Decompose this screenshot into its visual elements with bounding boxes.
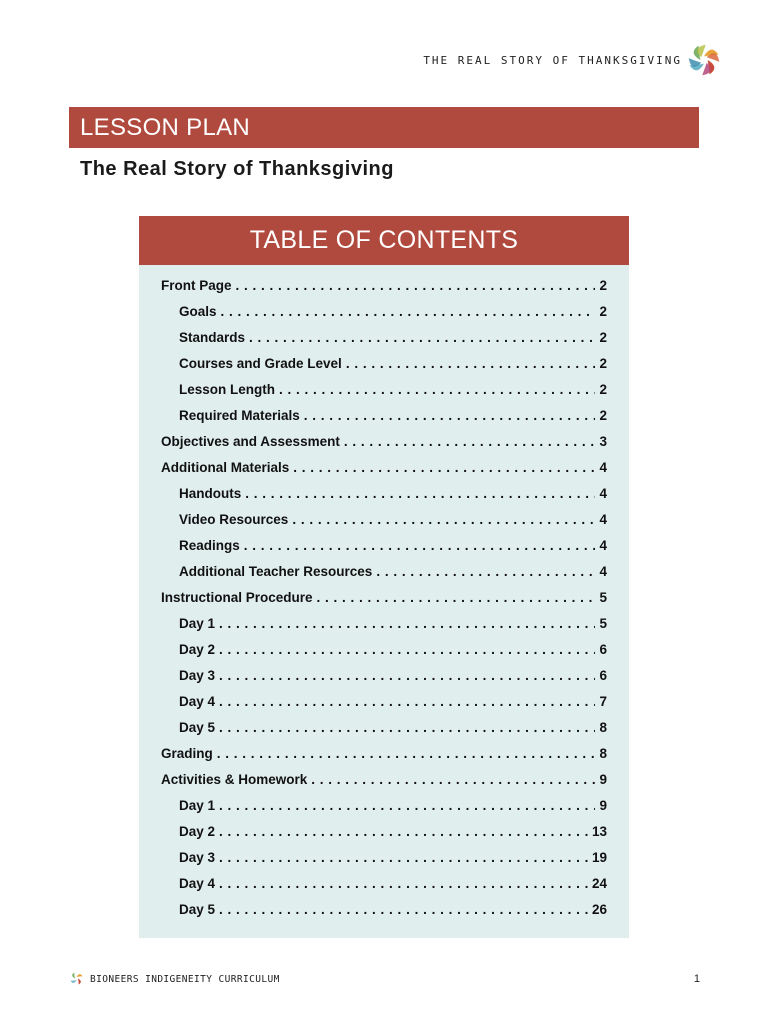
toc-dot-leader: [219, 845, 588, 871]
toc-dot-leader: [219, 611, 595, 637]
toc-dot-leader: [219, 871, 588, 897]
toc-entry-label: Handouts: [179, 486, 242, 501]
toc-entry[interactable]: [161, 767, 607, 793]
toc-entry-label: Day 2: [179, 642, 216, 657]
toc-entry-label: Readings: [179, 538, 240, 553]
toc-entry-label: Day 1: [179, 798, 216, 813]
toc-dot-leader: [221, 299, 595, 325]
toc-entry[interactable]: [161, 637, 607, 663]
toc-entry[interactable]: [161, 403, 607, 429]
toc-entry-label: Instructional Procedure: [161, 590, 313, 605]
toc-entry-label: Video Resources: [179, 512, 289, 527]
toc-entry[interactable]: [161, 507, 607, 533]
toc-entry-label: Grading: [161, 746, 213, 761]
toc-entry-page: 8: [599, 746, 607, 761]
toc-dot-leader: [293, 455, 595, 481]
toc-dot-leader: [219, 663, 595, 689]
toc-entry[interactable]: [161, 689, 607, 715]
toc-entry[interactable]: [161, 611, 607, 637]
toc-entry[interactable]: [161, 845, 607, 871]
toc-entry-label: Required Materials: [179, 408, 300, 423]
toc-dot-leader: [219, 793, 595, 819]
toc-entry-page: 4: [599, 460, 607, 475]
toc-dot-leader: [219, 637, 595, 663]
toc-entry-page: 7: [599, 694, 607, 709]
toc-dot-leader: [317, 585, 595, 611]
toc-dot-leader: [292, 507, 595, 533]
toc-entry-page: 4: [599, 564, 607, 579]
toc-entry-page: 4: [599, 486, 607, 501]
toc-dot-leader: [244, 533, 595, 559]
toc-entry-label: Additional Teacher Resources: [179, 564, 373, 579]
toc-entry[interactable]: [161, 429, 607, 455]
toc-entry-label: Standards: [179, 330, 246, 345]
toc-entry[interactable]: [161, 793, 607, 819]
toc-entry[interactable]: [161, 871, 607, 897]
toc-entry[interactable]: [161, 533, 607, 559]
toc-entry-label: Day 4: [179, 876, 216, 891]
toc-entry-page: 26: [591, 902, 607, 917]
toc-list: [161, 273, 607, 923]
toc-entry-label: Day 5: [179, 902, 216, 917]
toc-entry-label: Front Page: [161, 278, 232, 293]
toc-entry-page: 2: [599, 408, 607, 423]
toc-entry[interactable]: [161, 455, 607, 481]
toc-entry[interactable]: [161, 819, 607, 845]
toc-entry-label: Goals: [179, 304, 217, 319]
toc-dot-leader: [236, 273, 595, 299]
toc-entry[interactable]: [161, 715, 607, 741]
toc-entry[interactable]: [161, 585, 607, 611]
toc-entry-label: Day 3: [179, 668, 216, 683]
toc-entry-page: 24: [591, 876, 607, 891]
toc-entry-page: 2: [599, 382, 607, 397]
toc-entry-label: Day 1: [179, 616, 216, 631]
toc-dot-leader: [245, 481, 595, 507]
toc-entry-page: 2: [599, 278, 607, 293]
page-number: 1: [693, 973, 700, 985]
toc-entry-label: Day 3: [179, 850, 216, 865]
toc-entry[interactable]: [161, 273, 607, 299]
footer-org-name: BIONEERS INDIGENEITY CURRICULUM: [90, 974, 280, 985]
toc-entry-page: 9: [599, 798, 607, 813]
table-of-contents: [139, 216, 629, 938]
toc-entry-page: 3: [599, 434, 607, 449]
toc-entry-page: 19: [591, 850, 607, 865]
toc-entry-page: 8: [599, 720, 607, 735]
toc-dot-leader: [311, 767, 595, 793]
toc-entry-label: Activities & Homework: [161, 772, 308, 787]
toc-dot-leader: [219, 819, 588, 845]
toc-entry-page: 5: [599, 590, 607, 605]
toc-dot-leader: [249, 325, 595, 351]
toc-entry-page: 2: [599, 330, 607, 345]
toc-entry[interactable]: [161, 897, 607, 923]
toc-dot-leader: [217, 741, 595, 767]
toc-entry-label: Courses and Grade Level: [179, 356, 342, 371]
toc-entry-label: Lesson Length: [179, 382, 276, 397]
toc-dot-leader: [279, 377, 595, 403]
running-header-title: THE REAL STORY OF THANKSGIVING: [423, 54, 682, 67]
toc-entry-page: 2: [599, 356, 607, 371]
toc-dot-leader: [219, 897, 588, 923]
toc-entry[interactable]: [161, 299, 607, 325]
toc-entry-label: Objectives and Assessment: [161, 434, 340, 449]
toc-entry-page: 5: [599, 616, 607, 631]
toc-dot-leader: [219, 689, 595, 715]
toc-entry-page: 6: [599, 668, 607, 683]
toc-entry-label: Additional Materials: [161, 460, 290, 475]
toc-dot-leader: [376, 559, 595, 585]
toc-entry[interactable]: [161, 741, 607, 767]
toc-entry-page: 9: [599, 772, 607, 787]
toc-entry[interactable]: [161, 325, 607, 351]
toc-entry-page: 2: [599, 304, 607, 319]
toc-dot-leader: [344, 429, 595, 455]
toc-entry-label: Day 2: [179, 824, 216, 839]
toc-entry-page: 4: [599, 512, 607, 527]
toc-entry[interactable]: [161, 351, 607, 377]
toc-entry-label: Day 4: [179, 694, 216, 709]
toc-dot-leader: [219, 715, 595, 741]
footer-logo-icon: [69, 971, 84, 986]
document-title: The Real Story of Thanksgiving: [80, 158, 394, 180]
toc-entry-page: 6: [599, 642, 607, 657]
toc-entry[interactable]: [161, 663, 607, 689]
toc-entry[interactable]: [161, 481, 607, 507]
toc-dot-leader: [346, 351, 595, 377]
toc-entry-label: Day 5: [179, 720, 216, 735]
toc-dot-leader: [304, 403, 595, 429]
spiral-swirl-logo-icon: [686, 42, 722, 78]
toc-entry[interactable]: [161, 377, 607, 403]
toc-entry[interactable]: [161, 559, 607, 585]
toc-entry-page: 4: [599, 538, 607, 553]
lesson-plan-banner: LESSON PLAN: [69, 107, 699, 148]
toc-heading: TABLE OF CONTENTS: [139, 216, 629, 265]
toc-entry-page: 13: [591, 824, 607, 839]
